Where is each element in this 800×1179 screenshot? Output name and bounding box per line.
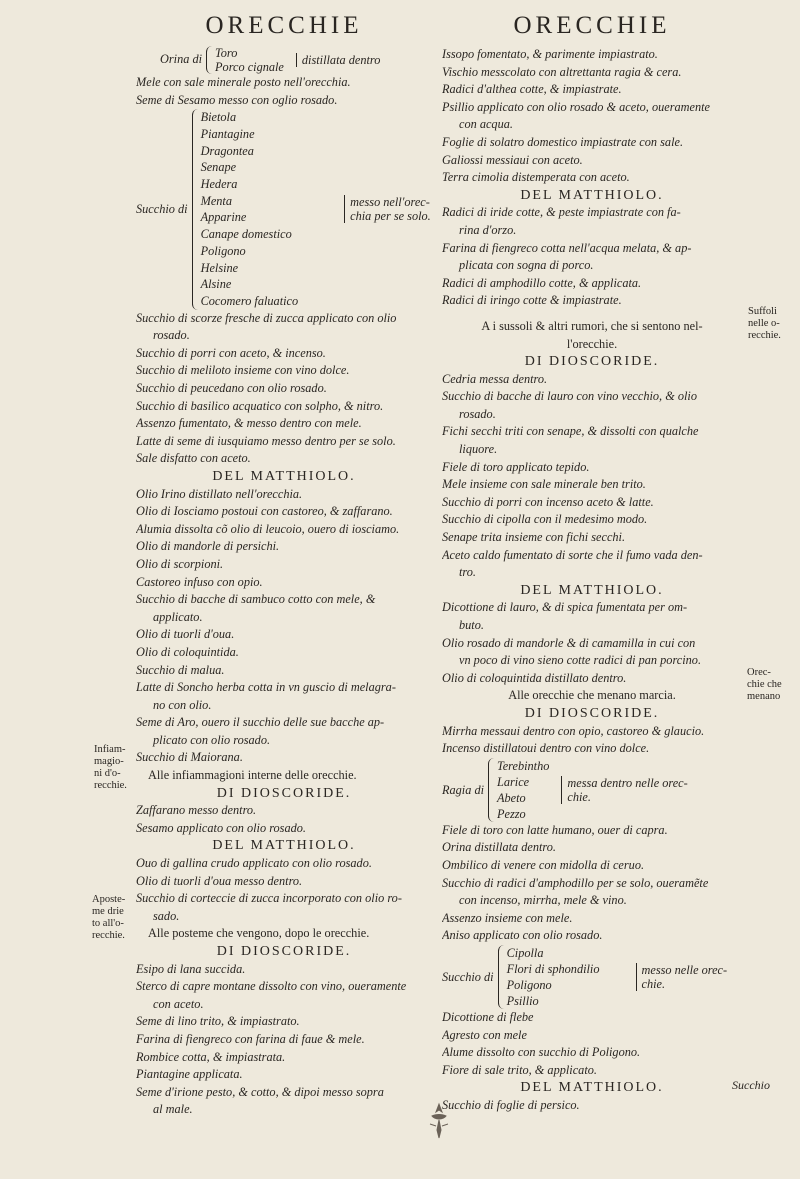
text-line: Incenso distillatoui dentro con vino dolce. — [442, 741, 650, 756]
text-line: Castoreo infuso con opio. — [136, 574, 263, 589]
brace-label: Succhio di — [136, 202, 188, 217]
brace-item: Hedera — [200, 177, 238, 191]
text-line: Seme di lino trito, & impiastrato. — [136, 1014, 300, 1029]
text-line: Ombilico di venere con midolla di ceruo. — [442, 857, 645, 872]
text-line: Galiossi messiaui con aceto. — [442, 152, 583, 167]
text-line: Olio di coloquintida distillato dentro. — [442, 670, 627, 685]
text-line: Succhio di porri con aceto, & incenso. — [136, 345, 326, 360]
brace-tail: distillata dentro — [296, 53, 380, 67]
text-line: vn poco di vino sieno cotte radici di pan porcino. — [459, 653, 702, 668]
text-line: rosado. — [459, 406, 496, 421]
brace-item: Porco cignale — [215, 60, 284, 74]
brace-item: Dragontea — [200, 143, 254, 158]
text-line: Sterco di capre montane dissolto con vino, oueramente — [136, 979, 407, 994]
brace-label: Succhio di — [442, 969, 494, 984]
brace-item: Senape — [200, 160, 237, 175]
text-line: Zaffarano messo dentro. — [136, 803, 257, 818]
brace-item: Larice — [497, 774, 530, 789]
text-line: sado. — [153, 908, 180, 923]
section-heading: DEL MATTHIOLO. — [520, 582, 664, 598]
text-line: Radici di iringo cotte & impiastrate. — [442, 293, 622, 308]
text-line: Farina di fiengreco con farina di faue & mele. — [136, 1031, 365, 1046]
text-line: Succhio di meliloto insieme con vino dolce. — [136, 363, 350, 378]
brace-item: Pezzo — [497, 806, 526, 821]
brace-item: Piantagine — [200, 126, 255, 141]
text-line: Alumia dissolta cõ olio di leucoio, ouero di iosciamo. — [136, 521, 400, 536]
text-line: Seme di Sesamo messo con oglio rosado. — [136, 92, 338, 107]
text-line: Vischio messcolato con altrettanta ragia & cera. — [442, 64, 682, 79]
text-line: plicata con sogna di porco. — [459, 258, 594, 273]
margin-note: Orec- chie che menano — [747, 667, 782, 702]
text-line: Olio di mandorle di persichi. — [136, 539, 280, 554]
text-line: Issopo fomentato, & parimente impiastrato. — [442, 47, 658, 61]
text-line: con acqua. — [459, 117, 513, 132]
brace-tail: messo nell'orec- — [350, 195, 430, 210]
text-line: buto. — [459, 618, 484, 632]
text-line: Orina distillata dentro. — [442, 840, 556, 855]
text-line: rosado. — [153, 328, 190, 343]
margin-note: Aposte- me drie to all'o- recchie. — [92, 894, 126, 941]
text-line: Rombice cotta, & impiastrata. — [136, 1049, 286, 1064]
rubric: Alle infiammagioni interne delle orecchie. — [148, 768, 357, 783]
text-line: Olio di coloquintida. — [136, 644, 239, 659]
text-line: Assenzo insieme con mele. — [442, 910, 573, 925]
text-line: Succhio di foglie di persico. — [442, 1097, 580, 1112]
text-line: con aceto. — [153, 996, 204, 1011]
left-running-head: ORECCHIE — [205, 12, 363, 39]
text-line: Succhio di porri con incenso aceto & latte. — [442, 494, 654, 509]
section-heading: DI DIOSCORIDE. — [216, 785, 352, 801]
text-line: Cedria messa dentro. — [442, 371, 548, 386]
succhio-brace-group — [136, 109, 432, 309]
brace-tail: chie. — [567, 789, 591, 804]
brace-label: Orina di — [160, 52, 203, 67]
brace-item: Poligono — [200, 243, 246, 258]
text-line: Succhio di bacche di lauro con vino vecchio, & olio — [442, 389, 697, 404]
text-line: Dicottione di lauro, & di spica fumentata per om- — [442, 600, 688, 615]
brace-item: Toro — [215, 46, 238, 60]
text-line: tro. — [459, 565, 476, 580]
left-column — [136, 12, 432, 1119]
rubric: Alle orecchie che menano marcia. — [508, 688, 676, 703]
section-heading: DEL MATTHIOLO. — [520, 187, 664, 203]
brace-item: Menta — [200, 193, 232, 208]
text-line: Piantagine applicata. — [136, 1067, 243, 1082]
brace-tail: chia per se solo. — [350, 209, 431, 224]
text-line: Esipo di lana succida. — [136, 961, 246, 976]
text-line: Foglie di solatro domestico impiastrate con sale. — [442, 134, 684, 149]
ragia-brace-group — [442, 758, 742, 822]
margin-note: Infiam- magio- ni d'o- recchie. — [94, 744, 127, 791]
text-line: applicato. — [153, 609, 203, 624]
brace-item: Helsine — [200, 260, 239, 275]
text-line: Radici di amphodillo cotte, & applicata. — [442, 275, 642, 290]
brace-item: Bietola — [200, 110, 237, 125]
rubric: Alle posteme che vengono, dopo le orecchie. — [148, 926, 370, 941]
brace-label: Ragia di — [442, 782, 485, 797]
text-line: Olio di Iosciamo postoui con castoreo, & zaffarano. — [136, 504, 393, 519]
text-line: Radici d'althea cotte, & impiastrate. — [442, 82, 622, 97]
text-line: Dicottione di flebe — [442, 1009, 534, 1024]
text-line: Succhio di cipolla con il medesimo modo. — [442, 512, 648, 527]
text-line: Succhio di scorze fresche di zucca applicato con olio — [136, 310, 397, 325]
text-line: Seme di Aro, ouero il succhio delle sue bacche ap- — [136, 715, 385, 730]
text-line: Fiele di toro applicato tepido. — [442, 459, 590, 474]
text-line: Radici di iride cotte, & peste impiastrate con fa- — [442, 205, 681, 220]
text-line: no con olio. — [153, 697, 212, 712]
section-heading: DEL MATTHIOLO. — [212, 838, 356, 854]
text-line: Mele con sale minerale posto nell'orecchia. — [136, 75, 351, 89]
brace-item: Abeto — [497, 790, 526, 805]
margin-note: Suffoli nelle o- recchie. — [748, 306, 781, 341]
section-heading: DEL MATTHIOLO. — [520, 1080, 664, 1096]
text-line: Olio di scorpioni. — [136, 556, 224, 571]
text-line: plicato con olio rosado. — [153, 732, 271, 747]
text-line: Sesamo applicato con olio rosado. — [136, 820, 306, 835]
text-line: Senape trita insieme con fichi secchi. — [442, 530, 626, 545]
section-heading: DI DIOSCORIDE. — [524, 354, 660, 370]
brace-tail: messa dentro nelle orec- — [567, 775, 688, 790]
text-line: con incenso, mirrha, mele & vino. — [459, 893, 627, 908]
right-column — [442, 12, 742, 1114]
text-line: Alume dissolto con succhio di Poligono. — [442, 1045, 641, 1060]
brace-item: Apparine — [200, 210, 247, 225]
brace-item: Canape domestico — [200, 227, 292, 242]
section-heading: DI DIOSCORIDE. — [216, 944, 352, 959]
text-line: Succhio di peucedano con olio rosado. — [136, 381, 327, 395]
brace-item: Psillio — [506, 993, 539, 1008]
brace-item: Cipolla — [506, 945, 544, 960]
text-line: Latte di seme di iusquiamo messo dentro per se solo. — [136, 433, 396, 448]
orina-brace-group — [136, 46, 432, 74]
text-line: Succhio di basilico acquatico con solpho, & nitro. — [136, 398, 384, 413]
brace-tail: chie. — [641, 976, 666, 991]
rubric: l'orecchie. — [566, 336, 618, 351]
text-line: Succhio di radici d'amphodillo per se solo, oueramẽte — [442, 875, 709, 890]
rubric: A i sussoli & altri rumori, che si sentono nel- — [481, 318, 703, 333]
text-line: Agresto con mele — [442, 1027, 527, 1042]
brace-tail: messo nelle orec- — [641, 962, 728, 977]
text-line: Seme d'irione pesto, & cotto, & dipoi messo sopra — [136, 1084, 384, 1099]
text-line: Succhio di bacche di sambuco cotto con mele, & — [136, 592, 376, 607]
brace-item: Terebintho — [497, 758, 550, 773]
text-line: Mele insieme con sale minerale ben trito. — [442, 477, 646, 492]
text-line: Fichi secchi triti con senape, & dissolti con qualche — [442, 424, 699, 439]
text-line: Olio Irino distillato nell'orecchia. — [136, 486, 303, 501]
text-line: rina d'orzo. — [459, 222, 517, 237]
text-line: Mirrha messaui dentro con opio, castoreo & glaucio. — [442, 723, 705, 738]
text-line: Fiore di sale trito, & applicato. — [442, 1062, 597, 1077]
text-line: al male. — [153, 1102, 193, 1117]
right-running-head: ORECCHIE — [513, 12, 671, 39]
text-line: Olio di tuorli d'oua. — [136, 627, 235, 642]
text-line: Fiele di toro con latte humano, ouer di capra. — [442, 822, 668, 837]
section-heading: DEL MATTHIOLO. — [212, 468, 356, 484]
text-line: Succhio di malua. — [136, 662, 225, 677]
text-line: Terra cimolia distemperata con aceto. — [442, 170, 630, 185]
succhio-brace-group — [442, 945, 742, 1009]
text-line: Aceto caldo fumentato di sorte che il fumo vada den- — [442, 547, 703, 562]
section-heading: DI DIOSCORIDE. — [524, 705, 660, 721]
text-line: Latte di Soncho herba cotta in vn guscio di melagra- — [136, 680, 396, 695]
printer-ornament-icon — [424, 1102, 454, 1140]
text-line: Psillio applicato con olio rosado & aceto, oueramente — [442, 99, 710, 114]
brace-item: Alsine — [200, 277, 232, 292]
brace-item: Cocomero faluatico — [200, 293, 299, 308]
text-line: Sale disfatto con aceto. — [136, 451, 251, 466]
text-line: liquore. — [459, 442, 498, 457]
text-line: Olio di tuorli d'oua messo dentro. — [136, 873, 303, 888]
brace-item: Poligono — [506, 977, 552, 992]
text-line: Ouo di gallina crudo applicato con olio rosado. — [136, 856, 372, 871]
text-line: Assenzo fumentato, & messo dentro con mele. — [136, 416, 362, 431]
text-line: Olio rosado di mandorle & di camamilla in cui con — [442, 635, 696, 650]
text-line: Succhio di Maiorana. — [136, 750, 243, 765]
text-line: Succhio di corteccie di zucca incorporato con olio ro- — [136, 891, 402, 906]
brace-item: Flori di sphondilio — [506, 961, 600, 976]
catchword: Succhio — [732, 1078, 770, 1092]
text-line: Aniso applicato con olio rosado. — [442, 928, 603, 943]
text-line: Farina di fiengreco cotta nell'acqua melata, & ap- — [442, 240, 692, 255]
